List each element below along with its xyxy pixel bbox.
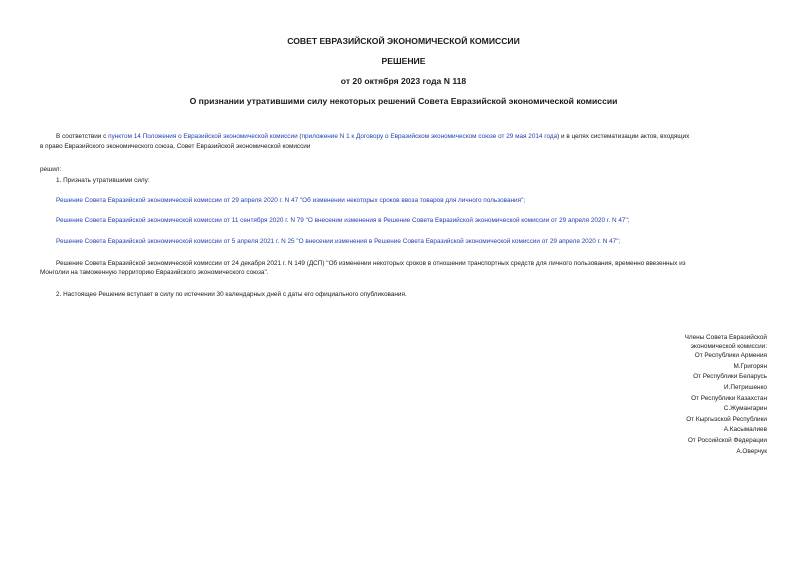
link-decision-47[interactable]: Решение Совета Евразийской экономической комиссии от 29 апреля 2020 г. N 47 "Об изменении некоторых сроков ввоза товаров для личного пользования";: [56, 197, 526, 204]
link-decision-79[interactable]: Решение Совета Евразийской экономической комиссии от 11 сентября 2020 г. N 79 "О внесении изменения в Решение Совета Евразийской экономической комиссии от 29 апреля 2020 г. N 47";: [56, 217, 630, 224]
intro-paragraph-line2: в право Евразийского экономического союза, Совет Евразийской экономической комиссии: [40, 143, 311, 150]
intro-text: В соответствии с: [56, 133, 109, 140]
signature-country: От Кыргызской Республики: [686, 415, 767, 423]
signature-name: И.Петришенко: [724, 383, 767, 391]
signature-country: От Республики Беларусь: [693, 373, 767, 381]
item-2: 2. Настоящее Решение вступает в силу по истечении 30 календарных дней с даты его официального опубликования.: [56, 291, 407, 298]
item-1: 1. Признать утратившими силу:: [56, 177, 150, 184]
link-regulation-p14[interactable]: пунктом 14 Положения о Евразийской экономической комиссии: [108, 133, 298, 140]
intro-text: ) и в целях систематизации актов, входящих: [557, 133, 690, 140]
signatures-heading: Члены Совета Евразийской: [684, 334, 767, 341]
signature-name: М.Григорян: [733, 362, 767, 370]
signatures-heading: экономической комиссии:: [690, 342, 767, 350]
document-date-number: от 20 октября 2023 года N 118: [340, 76, 467, 86]
resolved-label: решил:: [40, 166, 62, 173]
signatures-block: [685, 334, 767, 456]
document-title: О признании утратившими силу некоторых решений Совета Евразийской экономической комиссии: [189, 96, 618, 106]
document-type: РЕШЕНИЕ: [381, 56, 426, 66]
decision-149-line1: Решение Совета Евразийской экономической комиссии от 24 декабря 2021 г. N 149 (ДСП) "Об изменении некоторых сроков в отношении транспортных средств для личного пользования, временно ввезенных из: [56, 260, 686, 267]
intro-paragraph-line1: [56, 132, 689, 142]
signature-name: А.Касымалиев: [723, 426, 767, 434]
signature-country: От Российской Федерации: [687, 436, 767, 444]
organization-heading: СОВЕТ ЕВРАЗИЙСКОЙ ЭКОНОМИЧЕСКОЙ КОМИССИИ: [287, 36, 520, 46]
signature-country: От Республики Армения: [694, 352, 767, 360]
link-treaty-annex1[interactable]: приложение N 1 к Договору о Евразийском экономическом союзе от 29 мая 2014 года: [301, 133, 558, 140]
link-decision-25[interactable]: Решение Совета Евразийской экономической комиссии от 5 апреля 2021 г. N 25 "О внесении изменения в Решение Совета Евразийской экономической комиссии от 29 апреля 2020 г. N 47";: [56, 238, 621, 245]
signature-country: От Республики Казахстан: [691, 394, 767, 402]
signature-name: С.Жумангарин: [723, 405, 767, 413]
signature-name: А.Оверчук: [736, 447, 767, 455]
intro-text: (: [297, 133, 302, 140]
decision-149-line2: Монголии на таможенную территорию Евразийского экономического союза".: [40, 269, 269, 276]
